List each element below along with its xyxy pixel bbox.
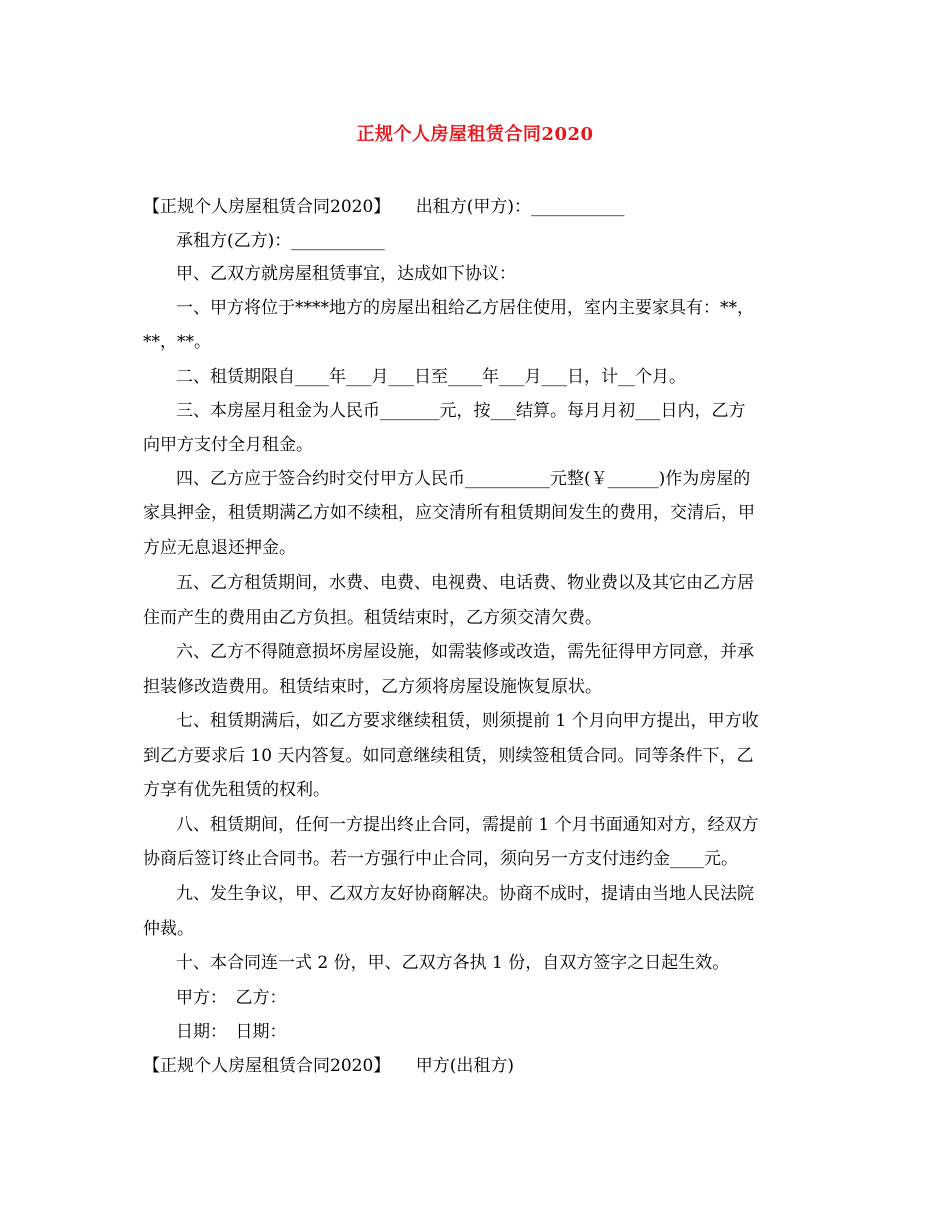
clause-4-line-3: 方应无息退还押金。 — [143, 538, 296, 558]
signature-dates: 日期： 日期： — [176, 1022, 287, 1042]
clause-3-line-2: 向甲方支付全月租金。 — [143, 435, 313, 455]
clause-7-line-2: 到乙方要求后 10 天内答复。如同意继续租赁，则续签租赁合同。同等条件下，乙 — [143, 746, 754, 766]
clause-1-line-1: 一、甲方将位于****地方的房屋出租给乙方居住使用，室内主要家具有：**， — [176, 298, 754, 318]
clause-7-line-1: 七、租赁期满后，如乙方要求继续租赁，则须提前 1 个月向甲方提出，甲方收 — [176, 711, 759, 731]
clause-6-line-1: 六、乙方不得随意损坏房屋设施，如需装修或改造，需先征得甲方同意，并承 — [176, 642, 754, 662]
clause-3-line-1: 三、本房屋月租金为人民币_______元，按___结算。每月月初___日内，乙方 — [176, 401, 746, 421]
signature-parties: 甲方： 乙方： — [176, 988, 287, 1008]
clause-5-line-2: 住而产生的费用由乙方负担。租赁结束时，乙方须交清欠费。 — [143, 608, 602, 628]
clause-1-line-2: **，**。 — [143, 332, 211, 352]
clause-2: 二、租赁期限自____年___月___日至____年___月___日，计__个月。 — [176, 367, 686, 387]
footer-line: 【正规个人房屋租赁合同2020】 甲方(出租方) — [143, 1056, 515, 1076]
agreement-intro: 甲、乙双方就房屋租赁事宜，达成如下协议： — [176, 264, 516, 284]
clause-8-line-1: 八、租赁期间，任何一方提出终止合同，需提前 1 个月书面通知对方，经双方 — [176, 815, 759, 835]
clause-8-line-2: 协商后签订终止合同书。若一方强行中止合同，须向另一方支付违约金____元。 — [143, 849, 738, 869]
header-line: 【正规个人房屋租赁合同2020】 出租方(甲方)：___________ — [143, 197, 625, 217]
document-title: 正规个人房屋租赁合同2020 — [356, 124, 594, 145]
clause-9-line-1: 九、发生争议，甲、乙双方友好协商解决。协商不成时，提请由当地人民法院 — [176, 884, 754, 904]
clause-4-line-2: 家具押金，租赁期满乙方如不续租，应交清所有租赁期间发生的费用，交清后，甲 — [143, 503, 755, 523]
lessee-line: 承租方(乙方)：___________ — [176, 231, 385, 251]
clause-9-line-2: 仲裁。 — [143, 919, 194, 939]
clause-6-line-2: 担装修改造费用。租赁结束时，乙方须将房屋设施恢复原状。 — [143, 677, 602, 697]
clause-5-line-1: 五、乙方租赁期间，水费、电费、电视费、电话费、物业费以及其它由乙方居 — [176, 573, 754, 593]
clause-10: 十、本合同连一式 2 份，甲、乙双方各执 1 份，自双方签字之日起生效。 — [176, 953, 730, 973]
clause-7-line-3: 方享有优先租赁的权利。 — [143, 780, 330, 800]
clause-4-line-1: 四、乙方应于签合约时交付甲方人民币__________元整(￥______)作为房屋的 — [176, 469, 751, 489]
